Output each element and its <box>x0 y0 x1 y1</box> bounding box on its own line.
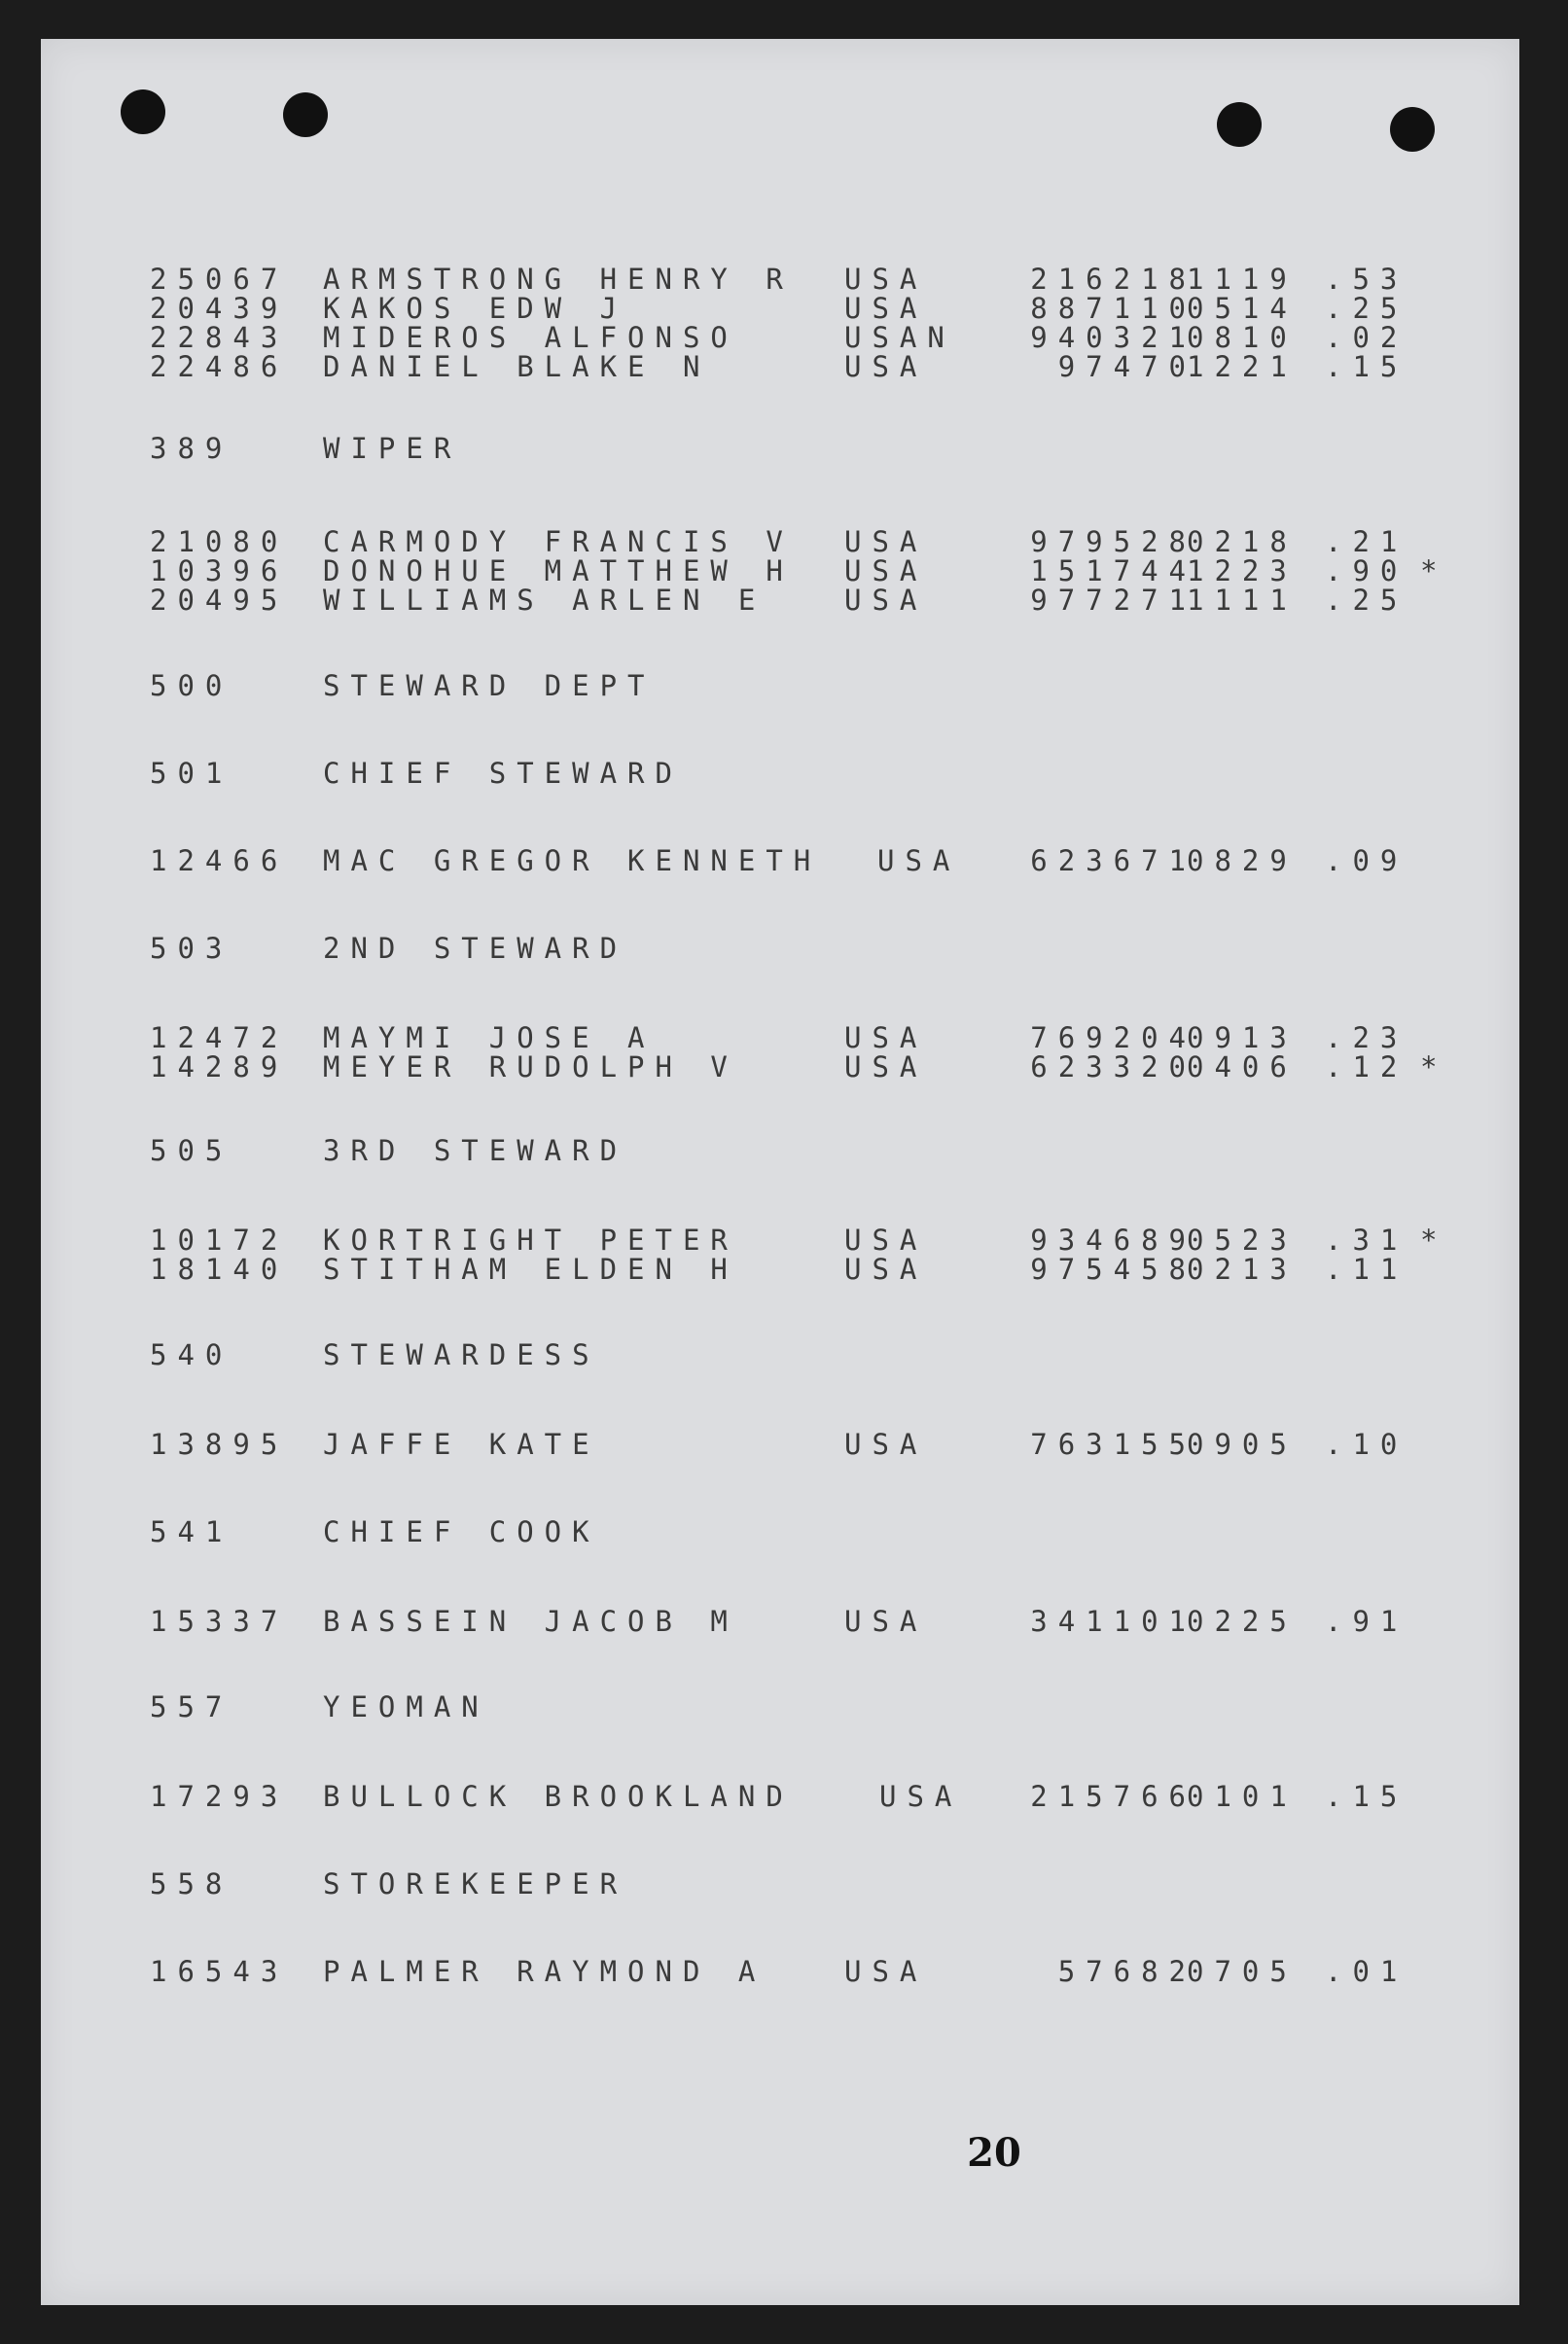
section-heading <box>41 757 1519 796</box>
entry-code: 0523 <box>1187 1224 1298 1257</box>
entry-name: MAC GREGOR KENNETH <box>323 844 822 877</box>
entry-rate: .53 <box>1325 263 1408 296</box>
entry-citizenship: USA <box>844 1021 928 1054</box>
section-code: 540 <box>150 1338 233 1371</box>
entry-number: 940321 <box>1030 321 1196 354</box>
entry-id: 20495 <box>150 584 289 617</box>
entry-name: MIDEROS ALFONSO <box>323 321 738 354</box>
entry-id: 12466 <box>150 844 289 877</box>
entry-id: 15337 <box>150 1605 289 1638</box>
entry-name: KORTRIGHT PETER <box>323 1224 738 1257</box>
punch-hole <box>1390 107 1435 152</box>
entry-number: 979528 <box>1030 525 1196 558</box>
entry-number: 977271 <box>1030 584 1196 617</box>
entry-rate: .10 <box>1325 1428 1408 1461</box>
crew-entry <box>41 1050 1519 1089</box>
section-code: 505 <box>150 1134 233 1167</box>
asterisk-mark: * <box>1420 1224 1438 1257</box>
section-code: 558 <box>150 1867 233 1900</box>
entry-citizenship: USA <box>844 350 928 383</box>
entry-citizenship: USA <box>844 292 928 325</box>
asterisk-mark: * <box>1420 1050 1438 1083</box>
entry-code: 0406 <box>1187 1050 1298 1083</box>
entry-citizenship: USA <box>877 844 961 877</box>
entry-rate: .01 <box>1325 1955 1408 1988</box>
entry-code: 0218 <box>1187 525 1298 558</box>
section-title: CHIEF COOK <box>323 1515 600 1548</box>
entry-code: 0514 <box>1187 292 1298 325</box>
entry-rate: .91 <box>1325 1605 1408 1638</box>
crew-entry <box>41 1955 1519 1994</box>
crew-entry <box>41 1253 1519 1292</box>
entry-number: 934689 <box>1030 1224 1196 1257</box>
page-number: 20 <box>967 2130 1021 2176</box>
entry-name: DONOHUE MATTHEW H <box>323 554 794 587</box>
entry-code: 1111 <box>1187 584 1298 617</box>
entry-code: 0213 <box>1187 1253 1298 1286</box>
entry-rate: .25 <box>1325 584 1408 617</box>
section-title: STOREKEEPER <box>323 1867 628 1900</box>
section-title: CHIEF STEWARD <box>323 757 683 790</box>
section-heading <box>41 669 1519 708</box>
entry-code: 1221 <box>1187 350 1298 383</box>
entry-id: 18140 <box>150 1253 289 1286</box>
entry-number: 57682 <box>1057 1955 1196 1988</box>
entry-citizenship: USA <box>844 1605 928 1638</box>
entry-number: 763155 <box>1030 1428 1196 1461</box>
entry-rate: .31 <box>1325 1224 1408 1257</box>
entry-id: 12472 <box>150 1021 289 1054</box>
entry-number: 769204 <box>1030 1021 1196 1054</box>
entry-citizenship: USA <box>844 584 928 617</box>
entry-code: 0905 <box>1187 1428 1298 1461</box>
entry-id: 17293 <box>150 1780 289 1813</box>
entry-rate: .25 <box>1325 292 1408 325</box>
entry-name: JAFFE KATE <box>323 1428 600 1461</box>
entry-id: 25067 <box>150 263 289 296</box>
section-title: 2ND STEWARD <box>323 932 628 965</box>
entry-name: MAYMI JOSE A <box>323 1021 656 1054</box>
entry-rate: .21 <box>1325 525 1408 558</box>
entry-number: 216218 <box>1030 263 1196 296</box>
entry-citizenship: USA <box>844 1428 928 1461</box>
entry-code: 0225 <box>1187 1605 1298 1638</box>
entry-number: 97470 <box>1057 350 1196 383</box>
entry-citizenship: USA <box>879 1780 963 1813</box>
section-heading <box>41 1134 1519 1173</box>
section-title: WIPER <box>323 432 462 465</box>
entry-name: KAKOS EDW J <box>323 292 628 325</box>
entry-id: 13895 <box>150 1428 289 1461</box>
entry-id: 22486 <box>150 350 289 383</box>
entry-name: DANIEL BLAKE N <box>323 350 711 383</box>
entry-citizenship: USAN <box>844 321 955 354</box>
entry-id: 20439 <box>150 292 289 325</box>
entry-code: 0101 <box>1187 1780 1298 1813</box>
section-code: 557 <box>150 1690 233 1723</box>
section-heading <box>41 1338 1519 1377</box>
section-heading <box>41 1690 1519 1729</box>
entry-citizenship: USA <box>844 1050 928 1083</box>
section-heading <box>41 1867 1519 1906</box>
crew-entry <box>41 584 1519 622</box>
section-title: YEOMAN <box>323 1690 489 1723</box>
entry-number: 151744 <box>1030 554 1196 587</box>
entry-code: 0829 <box>1187 844 1298 877</box>
entry-name: CARMODY FRANCIS V <box>323 525 794 558</box>
document-page <box>41 39 1519 2305</box>
entry-number: 975458 <box>1030 1253 1196 1286</box>
entry-rate: .09 <box>1325 844 1408 877</box>
entry-citizenship: USA <box>844 1224 928 1257</box>
entry-rate: .23 <box>1325 1021 1408 1054</box>
section-heading <box>41 432 1519 471</box>
section-heading <box>41 932 1519 971</box>
entry-rate: .90 <box>1325 554 1408 587</box>
section-code: 541 <box>150 1515 233 1548</box>
entry-citizenship: USA <box>844 554 928 587</box>
crew-entry <box>41 1428 1519 1467</box>
crew-entry <box>41 844 1519 883</box>
entry-number: 623671 <box>1030 844 1196 877</box>
section-heading <box>41 1515 1519 1554</box>
section-code: 500 <box>150 669 233 702</box>
entry-number: 887110 <box>1030 292 1196 325</box>
entry-rate: .11 <box>1325 1253 1408 1286</box>
crew-entry <box>41 350 1519 389</box>
punch-hole <box>283 92 328 137</box>
entry-citizenship: USA <box>844 1955 928 1988</box>
entry-id: 16543 <box>150 1955 289 1988</box>
section-code: 501 <box>150 757 233 790</box>
entry-id: 10172 <box>150 1224 289 1257</box>
entry-rate: .15 <box>1325 1780 1408 1813</box>
entry-name: MEYER RUDOLPH V <box>323 1050 738 1083</box>
entry-rate: .15 <box>1325 350 1408 383</box>
entry-citizenship: USA <box>844 263 928 296</box>
section-code: 389 <box>150 432 233 465</box>
section-code: 503 <box>150 932 233 965</box>
entry-code: 0913 <box>1187 1021 1298 1054</box>
entry-number: 215766 <box>1030 1780 1196 1813</box>
crew-entry <box>41 1605 1519 1644</box>
entry-number: 623320 <box>1030 1050 1196 1083</box>
entry-name: BASSEIN JACOB M <box>323 1605 738 1638</box>
section-title: STEWARDESS <box>323 1338 600 1371</box>
entry-citizenship: USA <box>844 525 928 558</box>
entry-id: 22843 <box>150 321 289 354</box>
entry-name: BULLOCK BROOKLAND <box>323 1780 794 1813</box>
entry-code: 1119 <box>1187 263 1298 296</box>
entry-name: PALMER RAYMOND A <box>323 1955 766 1988</box>
entry-name: STITHAM ELDEN H <box>323 1253 738 1286</box>
entry-code: 0810 <box>1187 321 1298 354</box>
entry-citizenship: USA <box>844 1253 928 1286</box>
entry-number: 341101 <box>1030 1605 1196 1638</box>
section-title: 3RD STEWARD <box>323 1134 628 1167</box>
entry-rate: .12 <box>1325 1050 1408 1083</box>
entry-name: WILLIAMS ARLEN E <box>323 584 766 617</box>
punch-hole <box>1217 102 1262 147</box>
entry-code: 1223 <box>1187 554 1298 587</box>
asterisk-mark: * <box>1420 554 1438 587</box>
entry-code: 0705 <box>1187 1955 1298 1988</box>
entry-id: 21080 <box>150 525 289 558</box>
section-title: STEWARD DEPT <box>323 669 656 702</box>
punch-hole <box>121 89 165 134</box>
entry-rate: .02 <box>1325 321 1408 354</box>
crew-entry <box>41 1780 1519 1819</box>
entry-name: ARMSTRONG HENRY R <box>323 263 794 296</box>
entry-id: 14289 <box>150 1050 289 1083</box>
entry-id: 10396 <box>150 554 289 587</box>
